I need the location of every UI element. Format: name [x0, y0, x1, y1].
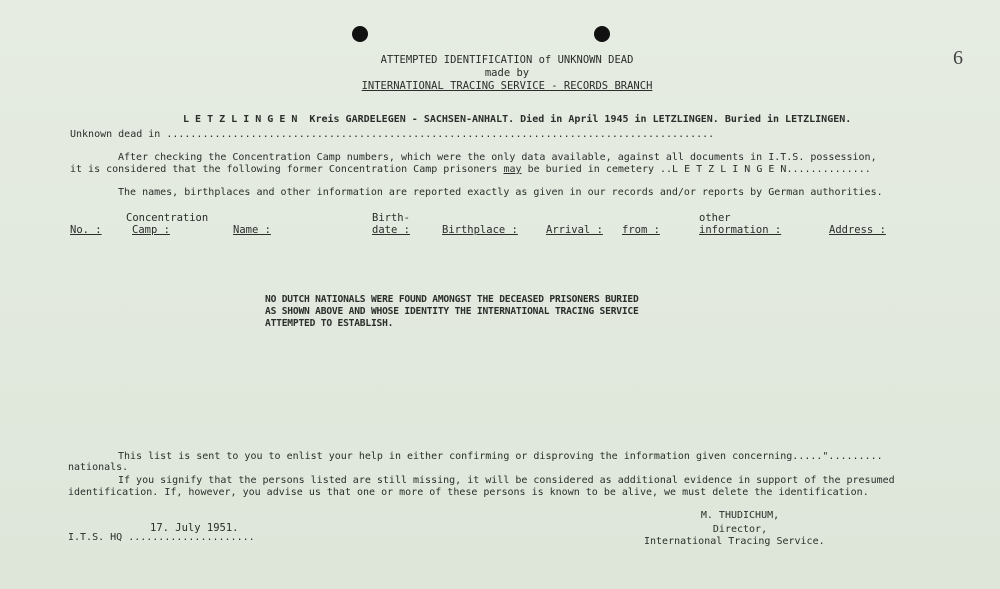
signature-title: Director, — [712, 524, 768, 535]
header-title: ATTEMPTED IDENTIFICATION of UNKNOWN DEAD — [380, 54, 634, 66]
paragraph-1-line-2 — [70, 164, 871, 175]
signature-org: International Tracing Service. — [644, 536, 825, 547]
footer-line-2: nationals. — [68, 462, 129, 473]
col-other-top: other — [699, 212, 731, 224]
paragraph-1-line-1: After checking the Concentration Camp numbers, which were the only data available, against all documents in I.T.S. possession, — [118, 152, 877, 163]
col-from: from : — [622, 224, 660, 236]
col-address: Address : — [829, 224, 886, 236]
paragraph-1-line-2-a: it is considered that the following former Concentration Camp prisoners — [70, 164, 504, 175]
location-line: L E T Z L I N G E N Kreis GARDELEGEN - SACHSEN-ANHALT. Died in April 1945 in LETZLINGEN. Buried in LETZLINGEN. — [183, 114, 852, 125]
col-birthplace: Birthplace : — [442, 224, 518, 236]
date-written: 17. July 1951. — [150, 522, 239, 534]
header-made-by: made by — [484, 67, 530, 79]
notice-line-3: ATTEMPTED TO ESTABLISH. — [265, 318, 394, 329]
col-arrival: Arrival : — [546, 224, 603, 236]
col-birthdate: date : — [372, 224, 410, 236]
footer-line-3: If you signify that the persons listed are still missing, it will be considered as additional evidence in support of the presumed — [118, 475, 895, 486]
signature-name: M. THUDICHUM, — [700, 510, 780, 521]
col-birthdate-top: Birth- — [372, 212, 410, 224]
paragraph-1-may: may — [503, 164, 522, 175]
notice-line-1: NO DUTCH NATIONALS WERE FOUND AMONGST THE DECEASED PRISONERS BURIED — [265, 294, 639, 305]
col-camp-top: Concentration — [126, 212, 209, 224]
paragraph-1-line-2-b: be buried in cemetery ..L E T Z L I N G E N.............. — [521, 164, 871, 175]
punch-hole-left — [352, 26, 368, 42]
footer-line-1: This list is sent to you to enlist your help in either confirming or disproving the information given concerning....."......... — [118, 451, 883, 462]
col-camp: Camp : — [132, 224, 170, 236]
paragraph-2: The names, birthplaces and other information are reported exactly as given in our records and/or reports by German authorities. — [118, 187, 883, 198]
notice-line-2: AS SHOWN ABOVE AND WHOSE IDENTITY THE INTERNATIONAL TRACING SERVICE — [265, 306, 639, 317]
header-organization: INTERNATIONAL TRACING SERVICE - RECORDS BRANCH — [361, 80, 653, 92]
col-no: No. : — [70, 224, 102, 236]
page-number: 6 — [953, 47, 963, 69]
its-hq-line: I.T.S. HQ ..................... — [68, 532, 255, 543]
punch-hole-right — [594, 26, 610, 42]
footer-line-4: identification. If, however, you advise us that one or more of these persons is known to be alive, we must delete the identification. — [68, 487, 869, 498]
col-other-information: information : — [699, 224, 782, 236]
col-name: Name : — [233, 224, 271, 236]
unknown-dead-in: Unknown dead in ........................................................................................... — [70, 129, 715, 140]
